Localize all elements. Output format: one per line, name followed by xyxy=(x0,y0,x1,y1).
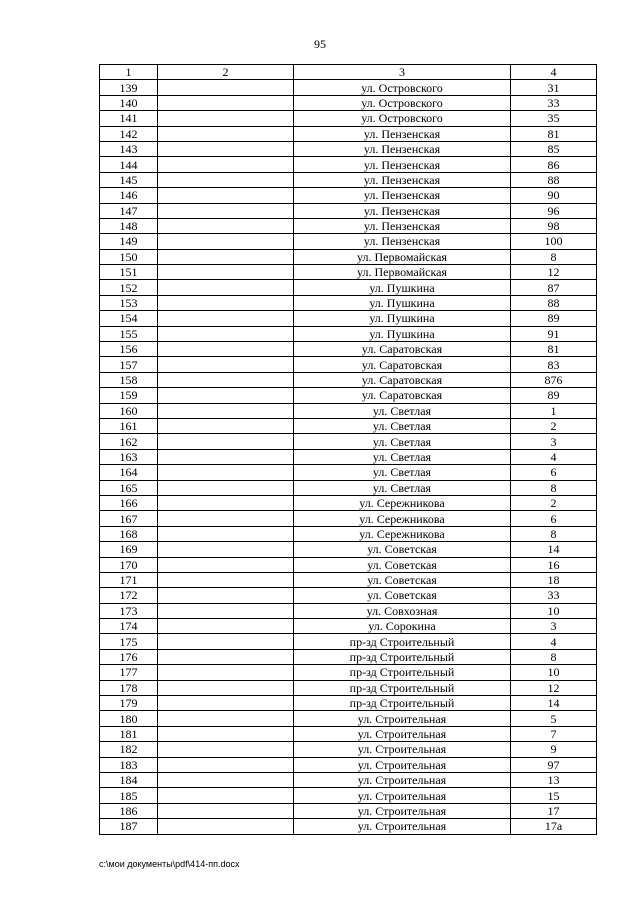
row-number-cell: 178 xyxy=(100,680,158,695)
house-number-cell: 8 xyxy=(511,480,597,495)
street-cell: пр-зд Строительный xyxy=(294,665,511,680)
row-number-cell: 163 xyxy=(100,449,158,464)
street-cell: ул. Саратовская xyxy=(294,357,511,372)
table-row xyxy=(100,526,597,541)
empty-cell xyxy=(158,172,294,187)
address-table xyxy=(99,64,597,835)
table-row xyxy=(100,326,597,341)
empty-cell xyxy=(158,265,294,280)
row-number-cell: 184 xyxy=(100,772,158,787)
street-cell: ул. Первомайская xyxy=(294,265,511,280)
empty-cell xyxy=(158,295,294,310)
street-cell: ул. Строительная xyxy=(294,711,511,726)
row-number-cell: 150 xyxy=(100,249,158,264)
row-number-cell: 171 xyxy=(100,572,158,587)
street-cell: ул. Советская xyxy=(294,542,511,557)
empty-cell xyxy=(158,588,294,603)
row-number-cell: 176 xyxy=(100,649,158,664)
row-number-cell: 157 xyxy=(100,357,158,372)
street-cell: ул. Пензенская xyxy=(294,188,511,203)
empty-cell xyxy=(158,803,294,818)
row-number-cell: 151 xyxy=(100,265,158,280)
street-cell: ул. Островского xyxy=(294,80,511,95)
house-number-cell: 10 xyxy=(511,665,597,680)
empty-cell xyxy=(158,511,294,526)
house-number-cell: 17 xyxy=(511,803,597,818)
table-row xyxy=(100,111,597,126)
house-number-cell: 10 xyxy=(511,603,597,618)
table-row xyxy=(100,588,597,603)
house-number-cell: 15 xyxy=(511,788,597,803)
row-number-cell: 139 xyxy=(100,80,158,95)
table-row xyxy=(100,141,597,156)
street-cell: ул. Пензенская xyxy=(294,126,511,141)
table-row xyxy=(100,372,597,387)
house-number-cell: 97 xyxy=(511,757,597,772)
table-row xyxy=(100,434,597,449)
table-row xyxy=(100,634,597,649)
empty-cell xyxy=(158,603,294,618)
table-row xyxy=(100,295,597,310)
street-cell: пр-зд Строительный xyxy=(294,634,511,649)
row-number-cell: 170 xyxy=(100,557,158,572)
empty-cell xyxy=(158,788,294,803)
street-cell: ул. Пензенская xyxy=(294,157,511,172)
house-number-cell: 88 xyxy=(511,172,597,187)
house-number-cell: 3 xyxy=(511,434,597,449)
empty-cell xyxy=(158,157,294,172)
table-row xyxy=(100,665,597,680)
house-number-cell: 98 xyxy=(511,218,597,233)
empty-cell xyxy=(158,326,294,341)
column-header-1: 1 xyxy=(100,65,158,80)
house-number-cell: 35 xyxy=(511,111,597,126)
empty-cell xyxy=(158,403,294,418)
empty-cell xyxy=(158,819,294,834)
street-cell: ул. Светлая xyxy=(294,434,511,449)
empty-cell xyxy=(158,542,294,557)
table-row xyxy=(100,218,597,233)
street-cell: ул. Пензенская xyxy=(294,141,511,156)
house-number-cell: 2 xyxy=(511,418,597,433)
page-number: 95 xyxy=(314,37,326,51)
street-cell: пр-зд Строительный xyxy=(294,680,511,695)
house-number-cell: 14 xyxy=(511,696,597,711)
column-header-4: 4 xyxy=(511,65,597,80)
row-number-cell: 149 xyxy=(100,234,158,249)
empty-cell xyxy=(158,311,294,326)
house-number-cell: 3 xyxy=(511,619,597,634)
table-row xyxy=(100,403,597,418)
street-cell: ул. Строительная xyxy=(294,788,511,803)
row-number-cell: 182 xyxy=(100,742,158,757)
empty-cell xyxy=(158,111,294,126)
empty-cell xyxy=(158,526,294,541)
table-row xyxy=(100,619,597,634)
empty-cell xyxy=(158,234,294,249)
row-number-cell: 161 xyxy=(100,418,158,433)
row-number-cell: 167 xyxy=(100,511,158,526)
row-number-cell: 141 xyxy=(100,111,158,126)
row-number-cell: 155 xyxy=(100,326,158,341)
empty-cell xyxy=(158,80,294,95)
street-cell: ул. Светлая xyxy=(294,480,511,495)
street-cell: ул. Саратовская xyxy=(294,372,511,387)
empty-cell xyxy=(158,388,294,403)
table-row xyxy=(100,465,597,480)
row-number-cell: 160 xyxy=(100,403,158,418)
street-cell: ул. Сережникова xyxy=(294,495,511,510)
house-number-cell: 6 xyxy=(511,511,597,526)
row-number-cell: 172 xyxy=(100,588,158,603)
house-number-cell: 81 xyxy=(511,342,597,357)
street-cell: ул. Саратовская xyxy=(294,388,511,403)
empty-cell xyxy=(158,696,294,711)
table-row xyxy=(100,234,597,249)
table-row xyxy=(100,157,597,172)
house-number-cell: 4 xyxy=(511,634,597,649)
table-row xyxy=(100,188,597,203)
table-row xyxy=(100,772,597,787)
street-cell: ул. Пензенская xyxy=(294,218,511,233)
empty-cell xyxy=(158,495,294,510)
row-number-cell: 152 xyxy=(100,280,158,295)
street-cell: ул. Пензенская xyxy=(294,172,511,187)
house-number-cell: 4 xyxy=(511,449,597,464)
house-number-cell: 86 xyxy=(511,157,597,172)
street-cell: пр-зд Строительный xyxy=(294,649,511,664)
row-number-cell: 146 xyxy=(100,188,158,203)
street-cell: ул. Советская xyxy=(294,572,511,587)
table-row xyxy=(100,819,597,834)
row-number-cell: 181 xyxy=(100,726,158,741)
empty-cell xyxy=(158,126,294,141)
empty-cell xyxy=(158,434,294,449)
row-number-cell: 180 xyxy=(100,711,158,726)
row-number-cell: 185 xyxy=(100,788,158,803)
table-header-row xyxy=(100,65,597,80)
house-number-cell: 16 xyxy=(511,557,597,572)
street-cell: ул. Пушкина xyxy=(294,311,511,326)
table-row xyxy=(100,572,597,587)
house-number-cell: 18 xyxy=(511,572,597,587)
empty-cell xyxy=(158,249,294,264)
empty-cell xyxy=(158,203,294,218)
empty-cell xyxy=(158,665,294,680)
house-number-cell: 91 xyxy=(511,326,597,341)
table-row xyxy=(100,803,597,818)
street-cell: ул. Пушкина xyxy=(294,295,511,310)
house-number-cell: 8 xyxy=(511,526,597,541)
row-number-cell: 144 xyxy=(100,157,158,172)
house-number-cell: 12 xyxy=(511,680,597,695)
empty-cell xyxy=(158,711,294,726)
row-number-cell: 164 xyxy=(100,465,158,480)
table-row xyxy=(100,203,597,218)
row-number-cell: 179 xyxy=(100,696,158,711)
row-number-cell: 147 xyxy=(100,203,158,218)
row-number-cell: 156 xyxy=(100,342,158,357)
street-cell: ул. Строительная xyxy=(294,772,511,787)
table-row xyxy=(100,280,597,295)
house-number-cell: 90 xyxy=(511,188,597,203)
row-number-cell: 168 xyxy=(100,526,158,541)
empty-cell xyxy=(158,619,294,634)
house-number-cell: 81 xyxy=(511,126,597,141)
empty-cell xyxy=(158,634,294,649)
empty-cell xyxy=(158,418,294,433)
table-row xyxy=(100,680,597,695)
table-row xyxy=(100,757,597,772)
house-number-cell: 9 xyxy=(511,742,597,757)
house-number-cell: 8 xyxy=(511,649,597,664)
empty-cell xyxy=(158,357,294,372)
row-number-cell: 173 xyxy=(100,603,158,618)
empty-cell xyxy=(158,557,294,572)
row-number-cell: 175 xyxy=(100,634,158,649)
table-row xyxy=(100,696,597,711)
house-number-cell: 96 xyxy=(511,203,597,218)
row-number-cell: 169 xyxy=(100,542,158,557)
empty-cell xyxy=(158,188,294,203)
row-number-cell: 187 xyxy=(100,819,158,834)
house-number-cell: 876 xyxy=(511,372,597,387)
table-row xyxy=(100,511,597,526)
row-number-cell: 158 xyxy=(100,372,158,387)
house-number-cell: 8 xyxy=(511,249,597,264)
house-number-cell: 13 xyxy=(511,772,597,787)
house-number-cell: 1 xyxy=(511,403,597,418)
street-cell: ул. Строительная xyxy=(294,819,511,834)
table-row xyxy=(100,357,597,372)
row-number-cell: 177 xyxy=(100,665,158,680)
empty-cell xyxy=(158,742,294,757)
table-row xyxy=(100,265,597,280)
street-cell: ул. Сорокина xyxy=(294,619,511,634)
row-number-cell: 174 xyxy=(100,619,158,634)
street-cell: ул. Сережникова xyxy=(294,526,511,541)
footer-file-path: c:\мои документы\pdf\414-пп.docx xyxy=(99,859,240,869)
street-cell: ул. Совхозная xyxy=(294,603,511,618)
empty-cell xyxy=(158,649,294,664)
table-row xyxy=(100,649,597,664)
house-number-cell: 100 xyxy=(511,234,597,249)
empty-cell xyxy=(158,572,294,587)
empty-cell xyxy=(158,757,294,772)
table-row xyxy=(100,126,597,141)
table-row xyxy=(100,388,597,403)
column-header-3: 3 xyxy=(294,65,511,80)
empty-cell xyxy=(158,141,294,156)
table-row xyxy=(100,603,597,618)
table-row xyxy=(100,95,597,110)
table-row xyxy=(100,726,597,741)
street-cell: ул. Пензенская xyxy=(294,203,511,218)
empty-cell xyxy=(158,772,294,787)
house-number-cell: 89 xyxy=(511,311,597,326)
street-cell: ул. Первомайская xyxy=(294,249,511,264)
street-cell: ул. Пензенская xyxy=(294,234,511,249)
row-number-cell: 143 xyxy=(100,141,158,156)
house-number-cell: 88 xyxy=(511,295,597,310)
house-number-cell: 6 xyxy=(511,465,597,480)
table-row xyxy=(100,449,597,464)
table-row xyxy=(100,342,597,357)
house-number-cell: 87 xyxy=(511,280,597,295)
street-cell: ул. Островского xyxy=(294,111,511,126)
street-cell: ул. Пушкина xyxy=(294,280,511,295)
empty-cell xyxy=(158,342,294,357)
table-row xyxy=(100,80,597,95)
street-cell: ул. Саратовская xyxy=(294,342,511,357)
row-number-cell: 148 xyxy=(100,218,158,233)
row-number-cell: 162 xyxy=(100,434,158,449)
house-number-cell: 83 xyxy=(511,357,597,372)
house-number-cell: 17а xyxy=(511,819,597,834)
street-cell: ул. Светлая xyxy=(294,449,511,464)
house-number-cell: 33 xyxy=(511,588,597,603)
table-row xyxy=(100,557,597,572)
table-row xyxy=(100,480,597,495)
empty-cell xyxy=(158,95,294,110)
house-number-cell: 7 xyxy=(511,726,597,741)
street-cell: пр-зд Строительный xyxy=(294,696,511,711)
street-cell: ул. Строительная xyxy=(294,803,511,818)
table-row xyxy=(100,742,597,757)
empty-cell xyxy=(158,449,294,464)
row-number-cell: 186 xyxy=(100,803,158,818)
table-row xyxy=(100,495,597,510)
empty-cell xyxy=(158,726,294,741)
table-row xyxy=(100,311,597,326)
table-row xyxy=(100,172,597,187)
street-cell: ул. Светлая xyxy=(294,418,511,433)
row-number-cell: 142 xyxy=(100,126,158,141)
house-number-cell: 33 xyxy=(511,95,597,110)
row-number-cell: 140 xyxy=(100,95,158,110)
row-number-cell: 166 xyxy=(100,495,158,510)
street-cell: ул. Сережникова xyxy=(294,511,511,526)
street-cell: ул. Пушкина xyxy=(294,326,511,341)
table-body xyxy=(100,80,597,834)
house-number-cell: 5 xyxy=(511,711,597,726)
street-cell: ул. Строительная xyxy=(294,757,511,772)
empty-cell xyxy=(158,218,294,233)
row-number-cell: 165 xyxy=(100,480,158,495)
street-cell: ул. Светлая xyxy=(294,465,511,480)
street-cell: ул. Светлая xyxy=(294,403,511,418)
table-row xyxy=(100,418,597,433)
row-number-cell: 159 xyxy=(100,388,158,403)
empty-cell xyxy=(158,465,294,480)
table-row xyxy=(100,542,597,557)
empty-cell xyxy=(158,372,294,387)
street-cell: ул. Строительная xyxy=(294,726,511,741)
row-number-cell: 145 xyxy=(100,172,158,187)
empty-cell xyxy=(158,480,294,495)
row-number-cell: 183 xyxy=(100,757,158,772)
row-number-cell: 154 xyxy=(100,311,158,326)
house-number-cell: 2 xyxy=(511,495,597,510)
column-header-2: 2 xyxy=(158,65,294,80)
house-number-cell: 31 xyxy=(511,80,597,95)
house-number-cell: 85 xyxy=(511,141,597,156)
table-row xyxy=(100,249,597,264)
table-row xyxy=(100,788,597,803)
house-number-cell: 12 xyxy=(511,265,597,280)
street-cell: ул. Советская xyxy=(294,557,511,572)
table-row xyxy=(100,711,597,726)
street-cell: ул. Советская xyxy=(294,588,511,603)
row-number-cell: 153 xyxy=(100,295,158,310)
house-number-cell: 89 xyxy=(511,388,597,403)
empty-cell xyxy=(158,680,294,695)
street-cell: ул. Строительная xyxy=(294,742,511,757)
street-cell: ул. Островского xyxy=(294,95,511,110)
empty-cell xyxy=(158,280,294,295)
house-number-cell: 14 xyxy=(511,542,597,557)
